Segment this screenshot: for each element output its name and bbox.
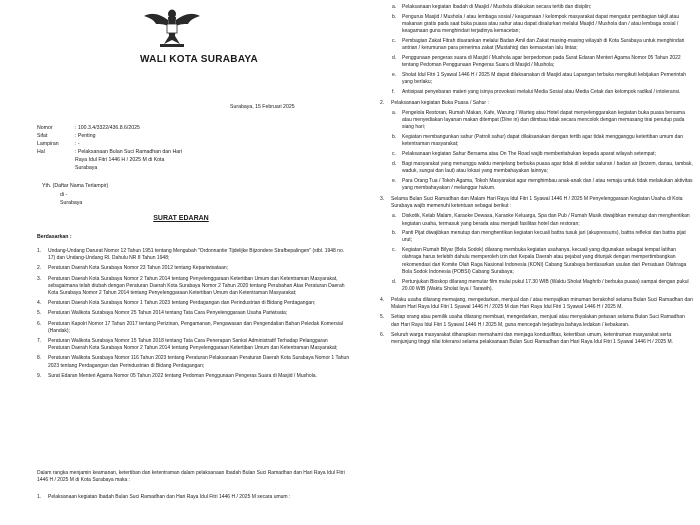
list-item: 7. Peraturan Walikota Surabaya Nomor 15 Tahun 2018 tentang Tata Cara Penerapan Sanksi Administratif Terhadap Pelanggaran Peraturan Daerah Kota Surabaya Nomor 2 Tahun 2014 tentang Penyelenggaraan Ketertiban Umum dan Ketentraman Masyarakat; [37, 338, 338, 352]
list-item: d. Bagi masyarakat yang menunggu waktu menjelang berbuka puasa agar tidak di sekitar saluran / badan air (bozem, danau, tambak, waduk, sungai dan laut) atau lokasi yang membahayakan lainnya; [392, 160, 693, 174]
meta-row: Lampiran : - [37, 141, 80, 147]
list-item: 6. Seluruh warga masyarakat diharapkan memahami dan menjaga kondusifitas, ketertiban umum, ketentraman masyarakat serta menjunjung tinggi nilai toleransi selama pelaksanaan Bulan Suci Ramadhan dan Hari Raya Idul Fitri 1 Syawal 1446 H / 2025 M. [380, 331, 674, 345]
meta-row: Nomor : 100.3.4/3322/436.8.6/2025 [37, 125, 140, 131]
left-column [12, 0, 350, 525]
list-item: 6. Peraturan Kapolri Nomor 17 Tahun 2017 tentang Perizinan, Pengamanan, Pengawasan dan Pengendalian Bahan Peledak Komersial (Handak); [37, 320, 343, 334]
list-item: d. Pertunjukan Bioskop dilarang memutar film mulai pukul 17.30 WIB (Waktu Sholat Maghrib / berbuka puasa) sampai dengan pukul 20.00 WIB (Waktu Sholat Isya / Tarawih). [392, 278, 689, 292]
list-item: f. Antisipasi penyebaran materi yang isinya provokasi melalui Media Sosial atau Media Cetak dan kelompok radikal / intoleransi. [392, 88, 681, 95]
basis-list [37, 248, 350, 383]
list-item: 5. Peraturan Walikota Surabaya Nomor 25 Tahun 2014 tentang Tata Cara Penyelenggaraan Usaha Pariwisata; [37, 310, 288, 317]
closing-intro: Dalam rangka menjamin keamanan, ketertiban dan ketentraman dalam pelaksanaan Ibadah Bulan Suci Ramadhan dan Hari Raya Idul Fitri 1446 H / 2025 M di Kota Surabaya maka : [37, 470, 345, 484]
general-provisions [380, 4, 694, 349]
recipient-block [42, 182, 242, 208]
list-item: e. Para Orang Tua / Tokoh Agama, Tokoh Masyarakat agar menghimbau anak-anak dan / atau remaja untuk tidak melakukan aktivitas yang membahayakan / melanggar hukum. [392, 177, 693, 191]
list-item: a. Diskotik, Kelab Malam, Karaoke Dewasa, Karaoke Keluarga, Spa dan Pub / Rumah Musik diwajibkan menutup dan menghentikan kegiatan usaha, termasuk yang berada atau menjadi fasilitas hotel dan restoran; [392, 213, 690, 227]
list-item: 8. Peraturan Walikota Surabaya Nomor 116 Tahun 2023 tentang Peraturan Pelaksanaan Peraturan Daerah Kota Surabaya Nomor 1 Tahun 2023 tentang Perdagangan dan Perindustrian di Bidang Perdagangan; [37, 355, 350, 369]
list-item: b. Panti Pijat diwajibkan menutup dan menghentikan kegiatan kecuali battra tusuk jari (akupressuris), battra refleksi dan battra pijat urut; [392, 230, 686, 244]
list-item: 9. Surat Edaran Menteri Agama Nomor 05 Tahun 2022 tentang Pedoman Penggunaan Pengeras Suara di Masjid / Mushola. [37, 372, 317, 379]
point-1 [37, 494, 350, 504]
letter-meta [37, 124, 337, 172]
garuda-emblem-icon [142, 4, 202, 48]
point-2: 2. Pelaksanaan kegiatan Buka Puasa / Sahur : [380, 99, 489, 106]
list-item: 2. Peraturan Daerah Kota Surabaya Nomor 23 Tahun 2012 tentang Kepariwisataan; [37, 265, 229, 272]
list-item: c. Pelaksanaan kegiatan Sahur Bersama atau On The Road wajib memberitahukan kepada aparat wilayah setempat; [392, 150, 656, 157]
list-item: b. Kegiatan membangunkan sahur (Patroli sahur) dapat dilaksanakan dengan tertib agar tidak mengganggu ketertiban umum dan ketentraman masyarakat; [392, 134, 684, 148]
basis-label: Berdasarkan : [37, 234, 72, 240]
recipient-line: Surabaya [60, 200, 83, 206]
meta-row: Sifat : Penting [37, 133, 96, 139]
list-item: 1. Pelaksanaan kegiatan Ibadah Bulan Suci Ramadhan dan Hari Raya Idul Fitri 1446 H / 2025 M secara umum : [37, 494, 291, 500]
list-item: a. Pelaksanaan kegiatan Ibadah di Masjid / Mushola dilakukan secara tertib dan disiplin; [392, 4, 592, 10]
org-name: WALI KOTA SURABAYA [140, 54, 259, 65]
letter-title: SURAT EDARAN [153, 215, 209, 222]
list-item: 5. Setiap orang atau pemilik usaha dilarang membuat, mengedarkan, menjual atau menyalakan petasan selama Bulan Suci Ramadhan dan Hari Raya Idul Fitri 1 Syawal 1446 H / 2025 M, guna mencegah terjadinya bahaya ledakan / kebakaran. [380, 314, 685, 328]
list-item: 4. Peraturan Daerah Kota Surabaya Nomor 1 Tahun 2023 tentang Perdagangan dan Perindustrian di Bidang Perdagangan; [37, 300, 316, 307]
list-item: 4. Pelaku usaha dilarang memajang, mengedarkan, menjual dan / atau menyajikan minuman berakohol selama Bulan Suci Ramadhan dan Malam Hari Raya Idul Fitri 1 Syawal 1446 H / 2025 M dan Hari Raya Idul Fitri 1 Syawal 1446 H / 2025 M. [380, 296, 693, 311]
recipient-line: Yth. (Daftar Nama Terlampir) [42, 183, 109, 189]
list-item: d. Penggunaan pengeras suara di Masjid / Mushola agar berpedoman pada Surat Edaran Menteri Agama Nomor 05 Tahun 2022 tentang Pedoman Penggunaan Pengeras Suara di Masjid / Mushola; [392, 54, 681, 68]
list-item: b. Pengurus Masjid / Mushola / atau lembaga sosial / keagamaan / kelompok masyarakat dapat mengatur pembagian takjil atau makanan gratis pada saat buka puasa atau sahur atau dapat disalurkan melalui Masjid / Mushola dan / atau lembaga sosial / keagamaan guna menghindari terjadinya kemacetan; [392, 13, 680, 35]
right-column [380, 0, 694, 525]
list-item: 3. Peraturan Daerah Kota Surabaya Nomor 2 Tahun 2014 tentang Penyelenggaraan Ketertiban Umum dan Ketentraman Masyarakat, sebagaimana telah diubah dengan Peraturan Daerah Kota Surabaya Nomor 2 Tahun 2020 tentang Perubahan Atas Peraturan Daerah Kota Surabaya Nomor 2 Tahun 2014 tentang Penyelenggaraan Ketertiban Umum dan Ketentraman Masyarakat; [37, 275, 345, 297]
list-item: e. Sholat Idul Fitri 1 Syawal 1446 H / 2025 M dapat dilaksanakan di Masjid atau Lapangan terbuka mengikuti kebijakan Pemerintah yang berlaku; [392, 71, 687, 85]
list-item: c. Pembagian Zakat Fitrah disarankan melalui Badan Amil dan Zakat masing-masing wilayah di Kota Surabaya untuk menghindari antrian / kerumunan para penerima zakat (Mustahiq) dan kemacetan lalu lintas; [392, 37, 685, 52]
place-date: Surabaya, 15 Februari 2025 [230, 104, 295, 110]
list-item: a. Pengelola Restoran, Rumah Makan, Kafe, Warung / Warteg atau Hotel dapat menyelenggarakan kegiatan buka puasa bersama atau menyediakan layanan makan ditempat (Dine in) dan diimbau tidak secara mencolok dengan memasang tirai penutup pada siang hari; [392, 109, 685, 131]
recipient-line: di - [60, 191, 68, 198]
point-3: 3. Selama Bulan Suci Ramadhan dan Malam Hari Raya Idul Fitri 1 Syawal 1446 H / 2025 M Penyelenggaraan Kegiatan Usaha di Kota Surabaya wajib memenuhi ketentuan sebagai berikut : [380, 195, 683, 210]
list-item: 1. Undang-Undang Darurat Nomor 12 Tahun 1951 tentang Mengubah "Ordonnantie Tijdelijke Bijzondere Strafbepalingen" (stbl. 1948 no. 17) dan Undang-Undang Rl. Dahulu NR 8 Tahun 1948; [37, 248, 345, 262]
list-item: c. Kegiatan Rumah Bilyar (Bola Sodok) dilarang membuka kegiatan usahanya, kecuali yang digunakan sebagai tempat latihan olahraga harus terlebih dahulu memperoleh izin dari Kepala Daerah atau pejabat yang ditunjuk dengan mempertimbangkan rekomendasi dari Komite Olah Raga Nasional Indonesia (KONI) Cabang Surabaya berdasarkan usulan dari Persatuan Olahraga Bola Sodok Indonesia (POBSI) Cabang Surabaya; [392, 247, 687, 275]
meta-row: Hal : Pelaksanaan Bulan Suci Ramadhan dan Hari Raya Idul Fitri 1446 H / 2025 M di Kota Surabaya [37, 149, 182, 171]
